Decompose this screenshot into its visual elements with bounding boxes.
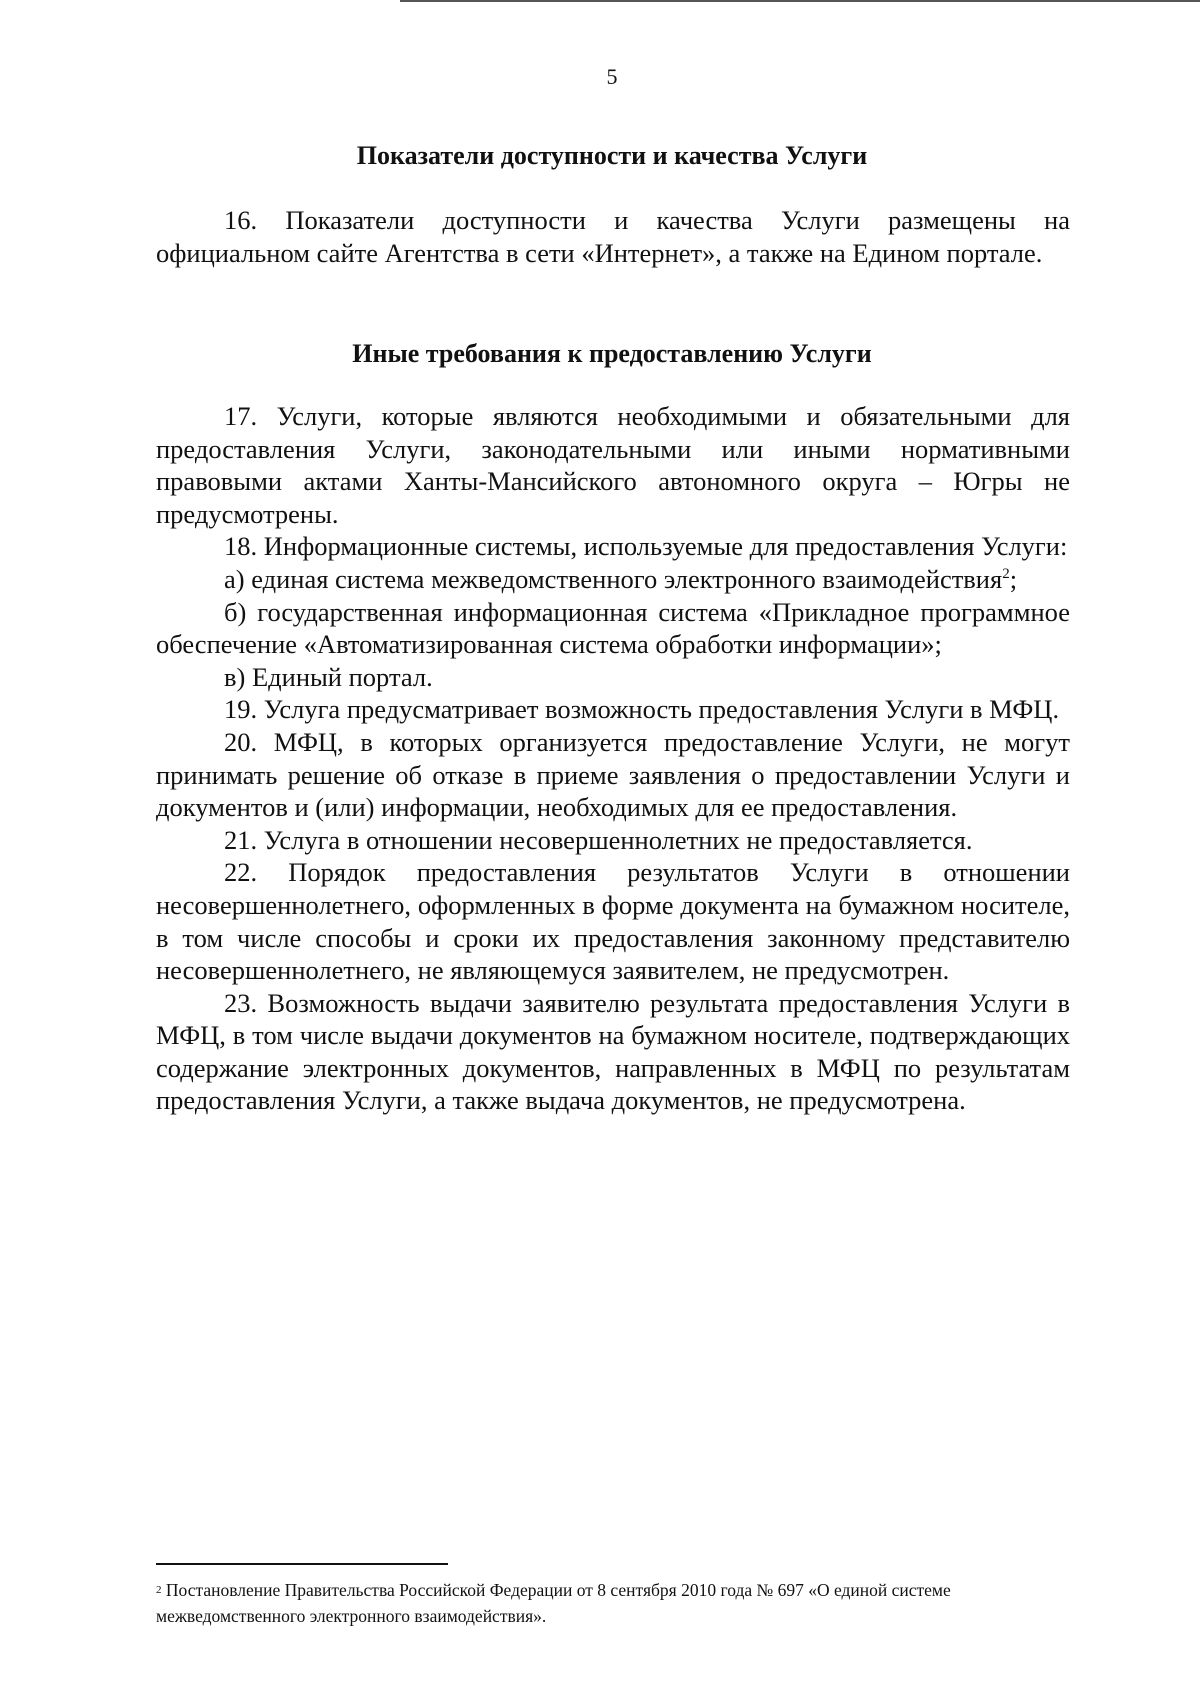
footnote-mark: 2: [156, 1584, 162, 1596]
page-number: 5: [606, 64, 618, 89]
section-body-availability: [156, 204, 1070, 269]
paragraph-18: 18. Информационные системы, используемые для предоставления Услуги:: [224, 531, 1068, 562]
paragraph-17: 17. Услуги, которые являются необходимыми и обязательными для предоставления Услуги, законодательными или иными нормативными правовыми актами Ханты-Мансийского автономного округа – Югры не предусмотрены.: [156, 401, 1070, 529]
paragraph-21: 21. Услуга в отношении несовершеннолетних не предоставляется.: [224, 824, 973, 855]
paragraph-20: 20. МФЦ, в которых организуется предоставление Услуги, не могут принимать решение об отказе в приеме заявления о предоставлении Услуги и документов и (или) информации, необходимых для ее предоставления.: [156, 726, 1070, 823]
footnote-text: Постановление Правительства Российской Федерации от 8 сентября 2010 года № 697 «О единой системе межведомственного электронного взаимодействия».: [156, 1580, 951, 1626]
footnote-reference: 2: [1002, 566, 1010, 583]
section-heading-availability: Показатели доступности и качества Услуги: [356, 141, 868, 170]
section-heading-other-requirements: Иные требования к предоставлению Услуги: [352, 339, 872, 368]
paragraph-23: 23. Возможность выдачи заявителю результата предоставления Услуги в МФЦ, в том числе выдачи документов на бумажном носителе, подтверждающих содержание электронных документов, направленных в МФЦ по результатам предоставления Услуги, а также выдача документов, не предусмотрена.: [156, 987, 1070, 1116]
paragraph-16: 16. Показатели доступности и качества Услуги размещены на официальном сайте Агентства в сети «Интернет», а также на Едином портале.: [156, 205, 1070, 268]
paragraph-19: 19. Услуга предусматривает возможность предоставления Услуги в МФЦ.: [224, 694, 1060, 725]
page-top-edge: [400, 0, 1200, 2]
section-body-other-requirements: [156, 400, 1070, 1117]
footnote: [156, 1577, 1074, 1629]
paragraph-18a-end: ;: [1009, 563, 1018, 594]
footnote-separator: [156, 1563, 448, 1565]
paragraph-18b: б) государственная информационная система «Прикладное программное обеспечение «Автоматизированная система обработки информации»;: [156, 596, 1070, 660]
paragraph-18c: в) Единый портал.: [224, 661, 433, 692]
paragraph-22: 22. Порядок предоставления результатов Услуги в отношении несовершеннолетнего, оформленных в форме документа на бумажном носителе, в том числе способы и сроки их предоставления законному представителю несовершеннолетнего, не являющемуся заявителем, не предусмотрен.: [156, 857, 1070, 986]
paragraph-18a: [156, 563, 1070, 596]
paragraph-18a-text: а) единая система межведомственного электронного взаимодействия: [224, 563, 1003, 594]
